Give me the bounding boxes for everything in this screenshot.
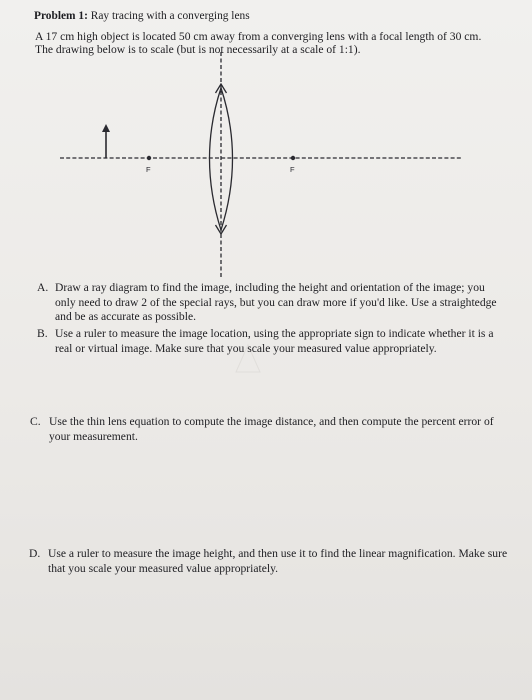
question-c (30, 415, 504, 444)
question-b-letter: B. (37, 327, 48, 340)
question-a (37, 281, 500, 325)
object-arrow-head (102, 124, 110, 132)
problem-title-text: Ray tracing with a converging lens (90, 10, 250, 22)
question-b-text: Use a ruler to measure the image location, using the appropriate sign to indicate whether it is a real or virtual image. Make sure that you scale your measured value appropriately. (55, 327, 494, 355)
focal-point-right (291, 156, 295, 160)
intro-line-1: A 17 cm high object is located 50 cm away from a converging lens with a focal length of 30 cm. (35, 30, 482, 43)
focal-label-right: F (290, 165, 295, 174)
question-c-letter: C. (30, 415, 41, 428)
question-c-text: Use the thin lens equation to compute the image distance, and then compute the percent error of your measurement. (49, 415, 494, 443)
question-a-letter: A. (37, 281, 49, 294)
question-a-text: Draw a ray diagram to find the image, including the height and orientation of the image; you only need to draw 2 of the special rays, but you can draw more if you'd like. Use a straightedge and be as accurate as possible. (55, 281, 497, 323)
problem-label: Problem 1: (34, 10, 88, 22)
question-b (37, 327, 505, 356)
question-d-letter: D. (29, 547, 41, 560)
question-d (29, 547, 513, 576)
focal-label-left: F (146, 165, 151, 174)
focal-point-left (147, 156, 151, 160)
question-d-text: Use a ruler to measure the image height, and then use it to find the linear magnification. Make sure that you scale your measured value appropriately. (48, 547, 508, 575)
intro-line-2: The drawing below is to scale (but is not necessarily at a scale of 1:1). (35, 43, 361, 56)
